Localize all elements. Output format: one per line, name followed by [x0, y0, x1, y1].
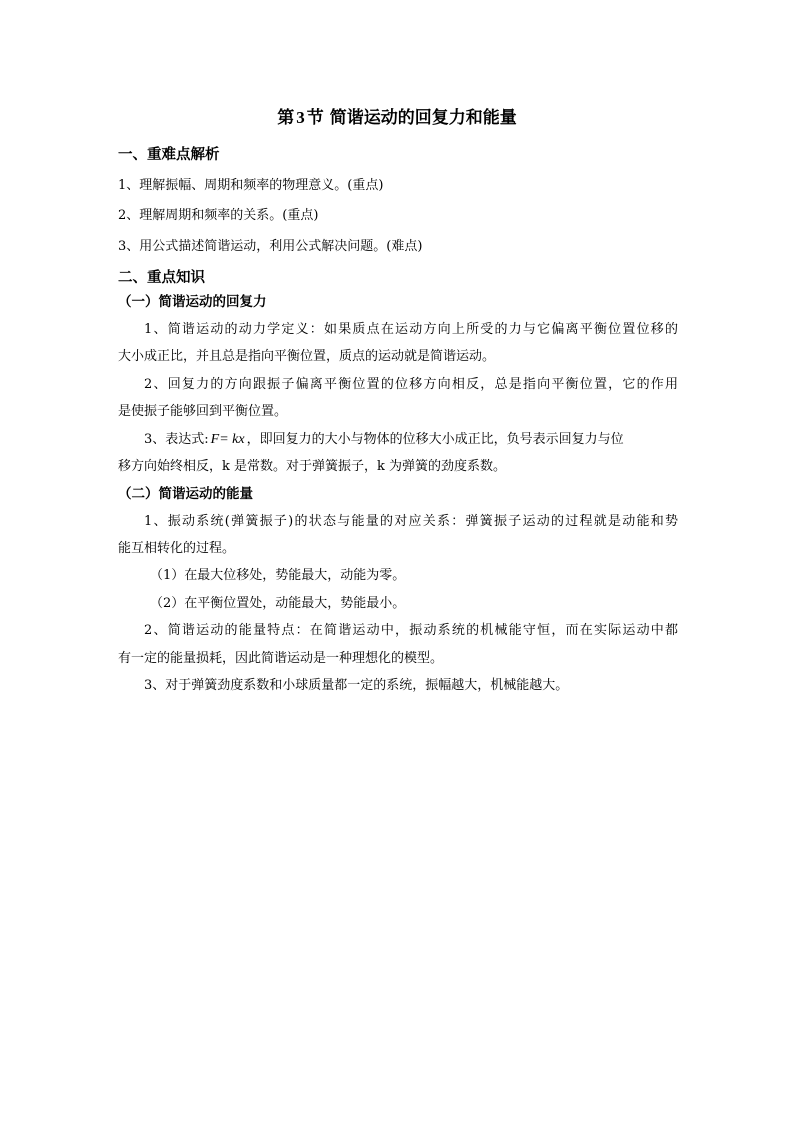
sub2-p1-item1: （1）在最大位移处，势能最大，动能为零。	[150, 568, 406, 583]
page-title	[0, 104, 794, 132]
title-prefix: 第	[277, 108, 295, 128]
section2-heading: 二、重点知识	[118, 269, 205, 286]
sub2-p2-line1: 2、简谐运动的能量特点：在简谐运动中，振动系统的机械能守恒，而在实际运动中都	[144, 623, 678, 638]
sub2-heading: （二）简谐运动的能量	[118, 486, 253, 502]
sub1-heading: （一）简谐运动的回复力	[118, 294, 267, 310]
title-rest: 节 简谐运动的回复力和能量	[306, 108, 517, 128]
title-number: 3	[296, 108, 305, 127]
section1-item-3: 3、用公式描述简谐运动，利用公式解决问题。(难点)	[118, 239, 423, 254]
sub1-p3-line1	[144, 430, 678, 450]
sub2-p1-line1: 1、振动系统(弹簧振子)的状态与能量的对应关系：弹簧振子运动的过程就是动能和势	[144, 514, 678, 529]
sub2-p1-line2: 能互相转化的过程。	[118, 541, 236, 556]
section1-item-1: 1、理解振幅、周期和频率的物理意义。(重点)	[118, 178, 384, 193]
sub1-p3-prefix: 3、表达式:	[144, 432, 209, 447]
sub1-p2-line1: 2、回复力的方向跟振子偏离平衡位置的位移方向相反，总是指向平衡位置，它的作用	[144, 377, 678, 392]
sub2-p3: 3、对于弹簧劲度系数和小球质量都一定的系统，振幅越大，机械能越大。	[144, 678, 569, 693]
sub1-p3-line2: 移方向始终相反，k 是常数。对于弹簧振子，k 为弹簧的劲度系数。	[118, 459, 507, 474]
sub1-p1-line2: 大小成正比，并且总是指向平衡位置，质点的运动就是简谐运动。	[118, 349, 496, 364]
section1-item-2: 2、理解周期和频率的关系。(重点)	[118, 208, 319, 223]
sub1-p2-line2: 是使振子能够回到平衡位置。	[118, 404, 288, 419]
sub1-p3-rest: ，即回复力的大小与物体的位移大小成正比，负号表示回复力与位	[246, 432, 624, 447]
restoring-force-formula: F= kx	[210, 432, 245, 447]
sub1-p1-line1: 1、简谐运动的动力学定义：如果质点在运动方向上所受的力与它偏离平衡位置位移的	[144, 322, 678, 337]
sub2-p2-line2: 有一定的能量损耗，因此简谐运动是一种理想化的模型。	[118, 651, 444, 666]
sub2-p1-item2: （2）在平衡位置处，动能最大，势能最小。	[150, 596, 406, 611]
section1-heading: 一、重难点解析	[118, 146, 220, 163]
